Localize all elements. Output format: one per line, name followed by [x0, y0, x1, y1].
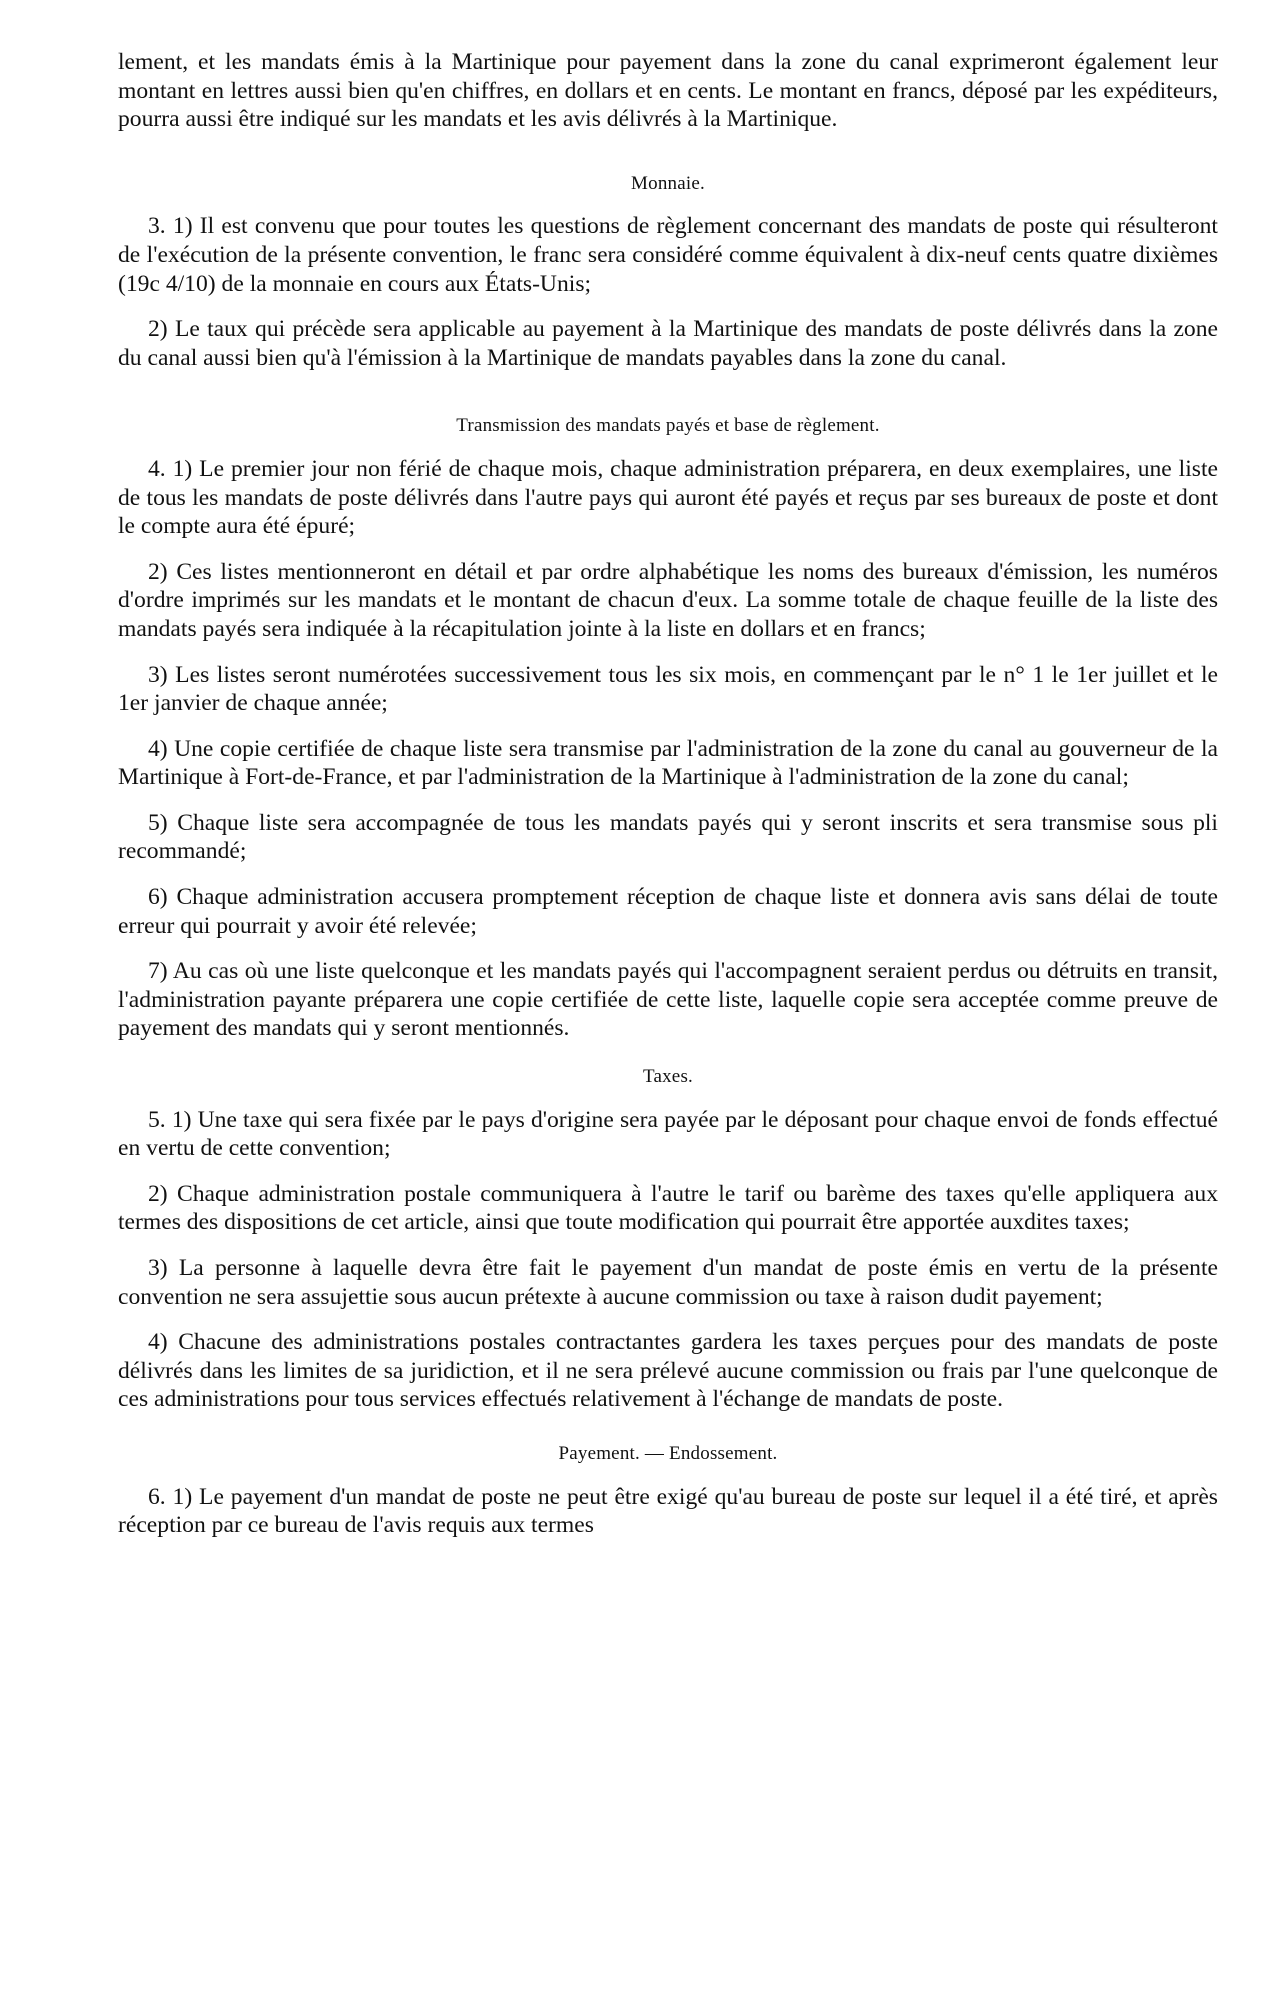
article-4-paragraph-3: 3) Les listes seront numérotées successivement tous les six mois, en commençant par le n° 1 le 1er juillet et le 1er janvier de chaque année;	[118, 661, 1218, 717]
article-3-paragraph-2: 2) Le taux qui précède sera applicable au payement à la Martinique des mandats de poste délivrés dans la zone du canal aussi bien qu'à l'émission à la Martinique de mandats payables dans la zone du canal.	[118, 316, 1218, 371]
section-heading-monnaie: Monnaie.	[631, 172, 705, 194]
article-4-paragraph-1: 4. 1) Le premier jour non férié de chaque mois, chaque administration préparera, en deux exemplaires, une liste de tous les mandats de poste délivrés dans l'autre pays qui auront été payés et reçus par ses bureaux de poste et dont le compte aura été épuré;	[118, 455, 1218, 540]
article-5-paragraph-3: 3) La personne à laquelle devra être fait le payement d'un mandat de poste émis en vertu de la présente convention ne sera assujettie sous aucun prétexte à aucune commission ou taxe à raison dudit payement;	[118, 1255, 1218, 1310]
section-heading-payement: Payement. — Endossement.	[558, 1442, 778, 1464]
article-4-paragraph-2: 2) Ces listes mentionneront en détail et par ordre alphabétique les noms des bureaux d'émission, les numéros d'ordre imprimés sur les mandats et le montant de chacun d'eux. La somme totale de chaque feuille de la liste des mandats payés sera indiquée à la récapitulation jointe à la liste en dollars et en francs;	[118, 558, 1218, 642]
document-page	[118, 48, 1218, 1540]
article-5-paragraph-4: 4) Chacune des administrations postales contractantes gardera les taxes perçues pour des mandats de poste délivrés dans les limites de sa juridiction, et il ne sera prélevé aucune commission ou frais par l'une quelconque de ces administrations pour tous services effectués relativement à l'échange de mandats de poste.	[118, 1329, 1218, 1413]
article-6-paragraph-1: 6. 1) Le payement d'un mandat de poste ne peut être exigé qu'au bureau de poste sur lequel il a été tiré, et après réception par ce bureau de l'avis requis aux termes	[118, 1483, 1218, 1539]
article-4-paragraph-5: 5) Chaque liste sera accompagnée de tous les mandats payés qui y seront inscrits et sera transmise sous pli recommandé;	[118, 809, 1218, 865]
article-5-paragraph-2: 2) Chaque administration postale communiquera à l'autre le tarif ou barème des taxes qu'elle appliquera aux termes des dispositions de cet article, ainsi que toute modification qui pourrait être apportée auxdites taxes;	[118, 1180, 1218, 1236]
article-4-paragraph-6: 6) Chaque administration accusera promptement réception de chaque liste et donnera avis sans délai de toute erreur qui pourrait y avoir été relevée;	[118, 884, 1218, 939]
article-3-paragraph-1: 3. 1) Il est convenu que pour toutes les questions de règlement concernant des mandats de poste qui résulteront de l'exécution de la présente convention, le franc sera considéré comme équivalent à dix-neuf cents quatre dixièmes (19c 4/10) de la monnaie en cours aux États-Unis;	[118, 213, 1218, 297]
continuation-paragraph: lement, et les mandats émis à la Martinique pour payement dans la zone du canal exprimeront également leur montant en lettres aussi bien qu'en chiffres, en dollars et en cents. Le montant en francs, déposé par les expéditeurs, pourra aussi être indiqué sur les mandats et les avis délivrés à la Martinique.	[118, 49, 1218, 133]
article-5-paragraph-1: 5. 1) Une taxe qui sera fixée par le pays d'origine sera payée par le déposant pour chaque envoi de fonds effectué en vertu de cette convention;	[118, 1106, 1218, 1162]
section-heading-transmission: Transmission des mandats payés et base de règlement.	[456, 415, 880, 437]
article-4-paragraph-4: 4) Une copie certifiée de chaque liste sera transmise par l'administration de la zone du canal au gouverneur de la Martinique à Fort-de-France, et par l'administration de la Martinique à l'administration de la zone du canal;	[118, 735, 1218, 791]
section-heading-taxes: Taxes.	[643, 1066, 693, 1088]
article-4-paragraph-7: 7) Au cas où une liste quelconque et les mandats payés qui l'accompagnent seraient perdus ou détruits en transit, l'administration payante préparera une copie certifiée de cette liste, laquelle copie sera acceptée comme preuve de payement des mandats qui y seront mentionnés.	[118, 958, 1218, 1042]
